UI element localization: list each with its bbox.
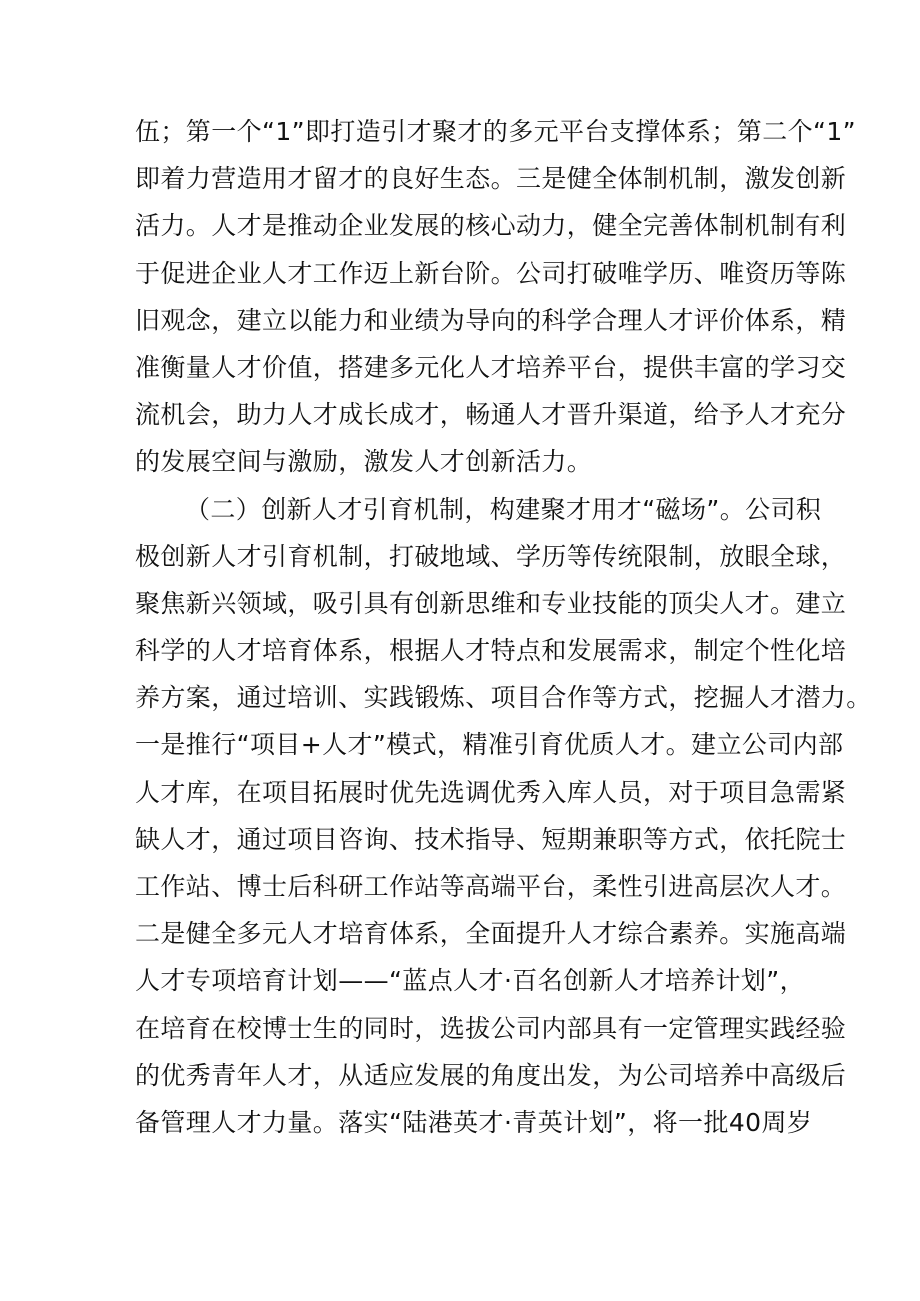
text-line: 极创新人才引育机制，打破地域、学历等传统限制，放眼全球，	[135, 541, 847, 571]
text-line: 在培育在校博士生的同时，选拔公司内部具有一定管理实践经验	[135, 1013, 847, 1043]
text-line: 旧观念，建立以能力和业绩为导向的科学合理人才评价体系，精	[135, 305, 847, 335]
text-line: 聚焦新兴领域，吸引具有创新思维和专业技能的顶尖人才。建立	[135, 588, 847, 618]
text-line: 备管理人才力量。落实“陆港英才·青英计划”，将一批40周岁	[135, 1107, 813, 1137]
body-text	[135, 108, 872, 1146]
text-line: 的发展空间与激励，激发人才创新活力。	[135, 447, 593, 477]
text-line: 的优秀青年人才，从适应发展的角度出发，为公司培养中高级后	[135, 1060, 847, 1090]
text-line: 人才专项培育计划——“蓝点人才·百名创新人才培养计划”，	[135, 966, 806, 996]
text-line: 即着力营造用才留才的良好生态。三是健全体制机制，激发创新	[135, 164, 847, 194]
text-line: 流机会，助力人才成长成才，畅通人才晋升渠道，给予人才充分	[135, 400, 847, 430]
text-line: 科学的人才培育体系，根据人才特点和发展需求，制定个性化培	[135, 636, 847, 666]
text-line: 缺人才，通过项目咨询、技术指导、短期兼职等方式，依托院士	[135, 824, 847, 854]
text-line: 活力。人才是推动企业发展的核心动力，健全完善体制机制有利	[135, 211, 847, 241]
text-line: 一是推行“项目+人才”模式，精准引育优质人才。建立公司内部	[135, 730, 844, 760]
text-line: 二是健全多元人才培育体系，全面提升人才综合素养。实施高端	[135, 919, 847, 949]
text-line: 伍；第一个“1”即打造引才聚才的多元平台支撑体系；第二个“1”	[135, 117, 857, 146]
text-line: 于促进企业人才工作迈上新台阶。公司打破唯学历、唯资历等陈	[135, 258, 847, 288]
text-line: 工作站、博士后科研工作站等高端平台，柔性引进高层次人才。	[135, 872, 847, 901]
text-line: 养方案，通过培训、实践锻炼、项目合作等方式，挖掘人才潜力。	[135, 683, 872, 713]
text-line: 准衡量人才价值，搭建多元化人才培养平台，提供丰富的学习交	[135, 352, 847, 382]
text-line: 人才库，在项目拓展时优先选调优秀入库人员，对于项目急需紧	[135, 777, 847, 807]
section-heading-line: （二）创新人才引育机制，构建聚才用才“磁场”。公司积	[185, 494, 822, 524]
